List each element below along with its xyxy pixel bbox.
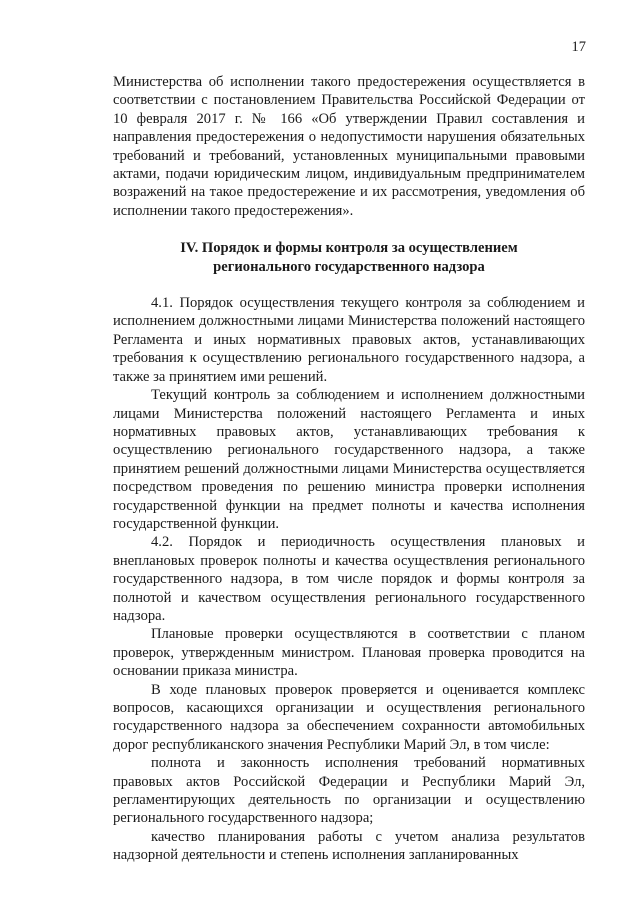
list-item-planning-quality: качество планирования работы с учетом анализа результатов надзорной деятельности и степень исполнения запланированных <box>113 828 585 864</box>
section-heading-line-1: IV. Порядок и формы контроля за осуществлением <box>180 240 518 257</box>
page-number: 17 <box>571 39 586 55</box>
paragraph-4-1: 4.1. Порядок осуществления текущего контроля за соблюдением и исполнением должностными лицами Министерства положений настоящего Регламента и иных нормативных правовых актов, устанавливающих требования к осуществлению регионального государственного надзора, а также за принятием ими решений. <box>113 295 585 385</box>
section-heading <box>113 239 585 276</box>
paragraph-planned-inspections: Плановые проверки осуществляются в соответствии с планом проверок, утвержденным министром. Плановая проверка проводится на основании приказа министра. <box>113 626 585 680</box>
paragraph-current-control: Текущий контроль за соблюдением и исполнением должностными лицами Министерства положений настоящего Регламента и иных нормативных правовых актов, устанавливающих требования к осуществлению регионального государственного надзора, а также принятием решений должностными лицами Министерства осуществляется посредством проведения по решению министра проверки исполнения государственной функции на предмет полноты и качества исполнения государственной функции. <box>113 387 585 532</box>
paragraph-continuation: Министерства об исполнении такого предостережения осуществляется в соответствии с постановлением Правительства Российской Федерации от 10 февраля 2017 г. № 166 «Об утверждении Правил составления и направления предостережения о недопустимости нарушения обязательных требований и требований, установленных муниципальными правовыми актами, подачи юридическим лицом, индивидуальным предпринимателем возражений на такое предостережение и их рассмотрения, уведомления об исполнении такого предостережения». <box>113 74 585 219</box>
paragraph-inspection-scope: В ходе плановых проверок проверяется и оценивается комплекс вопросов, касающихся организации и осуществления регионального государственного надзора за обеспечением сохранности автомобильных дорог республиканского значения Республики Марий Эл, в том числе: <box>113 681 585 753</box>
paragraph-4-2: 4.2. Порядок и периодичность осуществления плановых и внеплановых проверок полноты и качества осуществления регионального государственного надзора, в том числе порядок и формы контроля за полнотой и качеством осуществления регионального государственного надзора. <box>113 534 585 624</box>
document-body <box>113 73 585 865</box>
section-heading-line-2: регионального государственного надзора <box>213 258 485 275</box>
list-item-completeness: полнота и законность исполнения требований нормативных правовых актов Российской Федерации и Республики Марий Эл, регламентирующих деятельность по организации и осуществлению регионального государственного надзора; <box>113 755 585 827</box>
